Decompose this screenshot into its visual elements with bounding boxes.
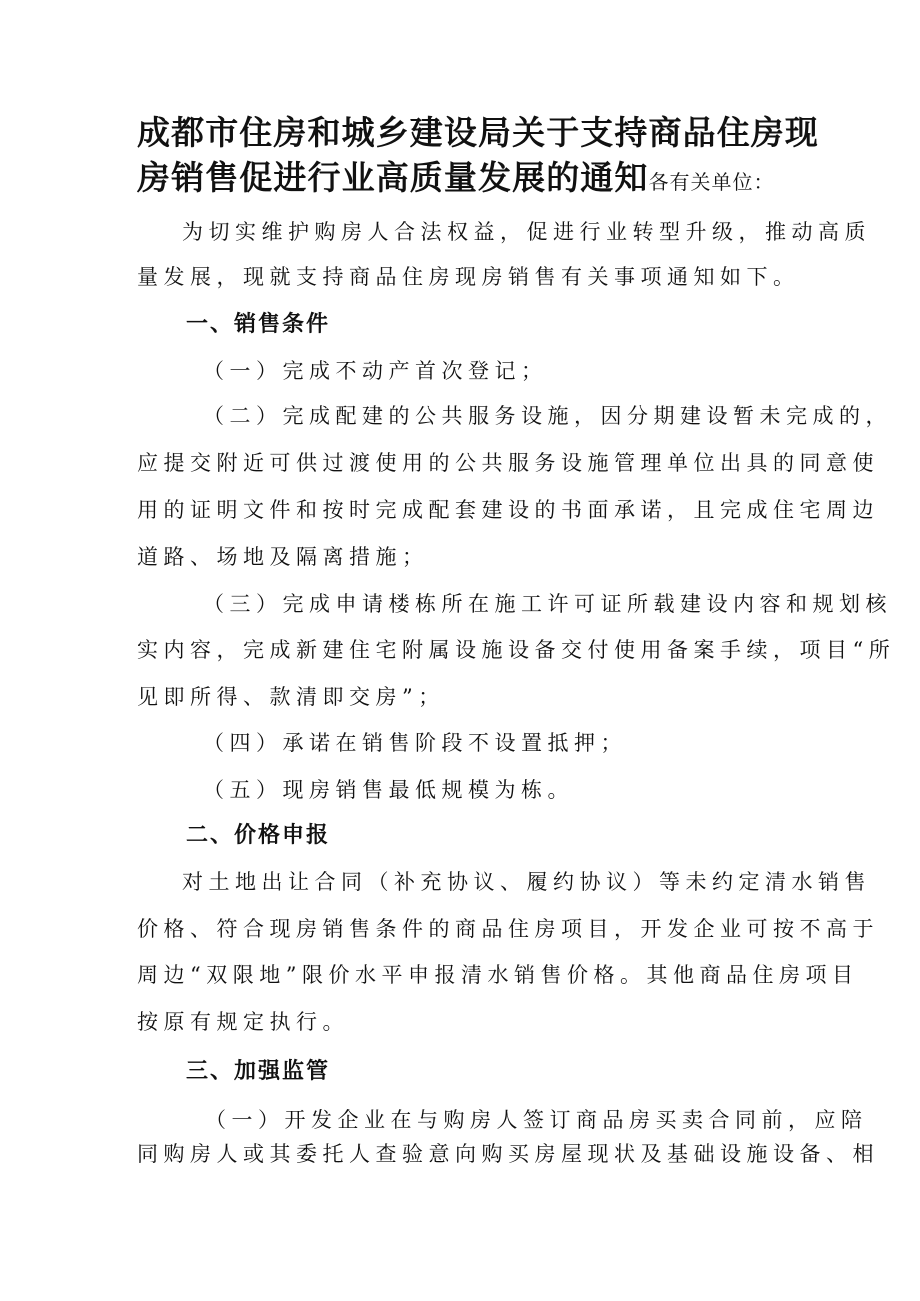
section-2-line-2: 价格、符合现房销售条件的商品住房项目，开发企业可按不高于	[137, 917, 879, 941]
section-1-item-4: （四）承诺在销售阶段不设置抵押；	[203, 731, 627, 755]
section-2-line-3: 周边“双限地”限价水平申报清水销售价格。其他商品住房项目	[137, 963, 859, 987]
intro-line-1: 为切实维护购房人合法权益，促进行业转型升级，推动高质	[182, 220, 871, 244]
section-1-item-2-line-2: 应提交附近可供过渡使用的公共服务设施管理单位出具的同意使	[137, 451, 879, 475]
document-title-line-1: 成都市住房和城乡建设局关于支持商品住房现	[137, 113, 819, 152]
section-1-item-1: （一）完成不动产首次登记；	[203, 359, 548, 383]
section-2-line-4: 按原有规定执行。	[137, 1010, 349, 1034]
intro-line-2: 量发展，现就支持商品住房现房销售有关事项通知如下。	[137, 265, 800, 289]
section-1-item-5: （五）现房销售最低规模为栋。	[203, 778, 574, 802]
document-title-line-2	[137, 158, 775, 202]
section-3-heading: 三、加强监管	[186, 1059, 331, 1084]
section-1-item-3-line-1: （三）完成申请楼栋所在施工许可证所载建设内容和规划核	[203, 592, 892, 616]
section-1-item-3-line-3: 见即所得、款清即交房”；	[137, 685, 445, 709]
section-2-heading: 二、价格申报	[186, 823, 331, 848]
salutation: 各有关单位：	[648, 170, 775, 194]
section-3-item-1-line-1: （一）开发企业在与购房人签订商品房买卖合同前，应陪	[205, 1108, 868, 1132]
section-1-heading: 一、销售条件	[186, 312, 331, 337]
section-1-item-2-line-3: 用的证明文件和按时完成配套建设的书面承诺，且完成住宅周边	[137, 498, 879, 522]
section-3-item-1-line-2: 同购房人或其委托人查验意向购买房屋现状及基础设施设备、相	[137, 1142, 879, 1166]
section-2-line-1: 对土地出让合同（补充协议、履约协议）等未约定清水销售	[182, 870, 871, 894]
section-1-item-2-line-4: 道路、场地及隔离措施；	[137, 545, 429, 569]
document-title-text: 房销售促进行业高质量发展的通知	[137, 158, 649, 197]
section-1-item-3-line-2: 实内容，完成新建住宅附属设施设备交付使用备案手续，项目“所	[137, 638, 896, 662]
section-1-item-2-line-1: （二）完成配建的公共服务设施，因分期建设暂未完成的，	[203, 404, 892, 428]
